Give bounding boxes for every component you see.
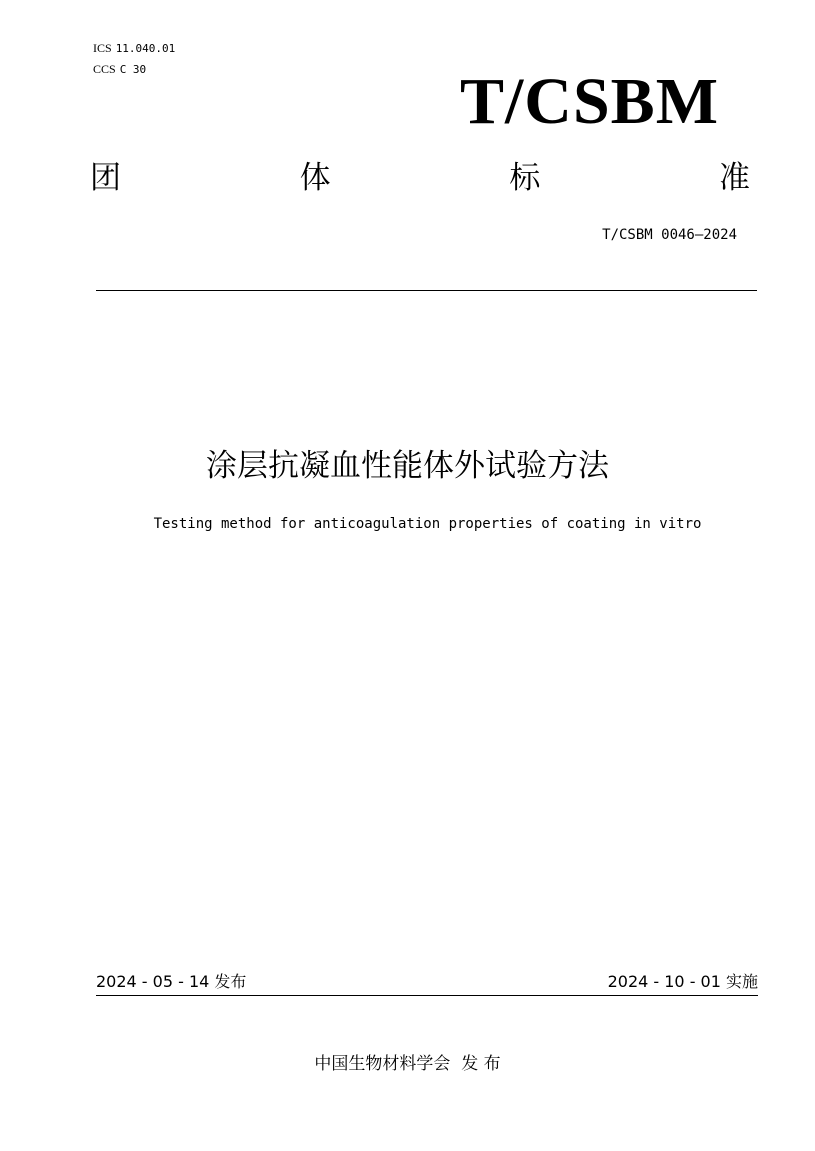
standard-type-char: 准 [718, 160, 750, 196]
ics-label: ICS [93, 41, 112, 55]
document-title-english: Testing method for anticoagulation properties of coating in vitro [153, 516, 702, 532]
ics-classification [93, 41, 175, 56]
standard-type-char: 体 [299, 160, 331, 196]
ccs-value: C 30 [119, 63, 147, 76]
standard-type-heading [90, 158, 750, 198]
standard-type-char: 标 [509, 160, 541, 196]
standard-number: T/CSBM 0046—2024 [602, 227, 737, 243]
implementation-date: 2024 - 10 - 01 实施 [607, 972, 758, 991]
ccs-classification [93, 62, 146, 77]
organization-logo: T/CSBM [459, 65, 719, 138]
ccs-label: CCS [93, 62, 116, 76]
document-title-chinese: 涂层抗凝血性能体外试验方法 [206, 448, 609, 484]
publisher: 中国生物材料学会 发 布 [314, 1054, 501, 1074]
ics-value: 11.040.01 [115, 42, 176, 55]
issue-date: 2024 - 05 - 14 发布 [96, 972, 247, 991]
standard-type-char: 团 [90, 160, 121, 196]
header-divider [96, 290, 757, 291]
footer-divider [96, 995, 758, 996]
